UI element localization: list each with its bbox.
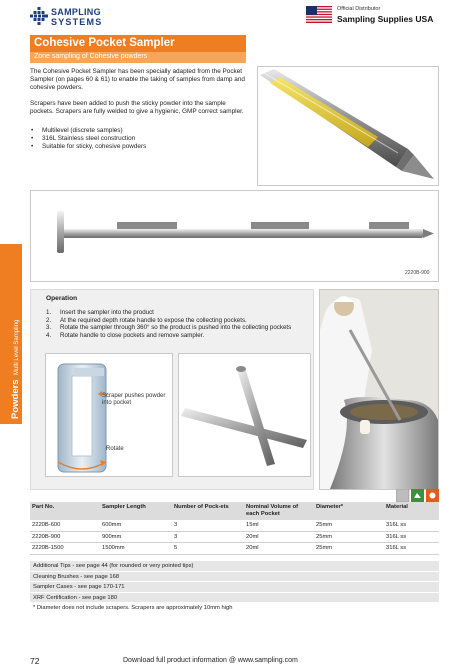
certification-badges: [396, 489, 440, 503]
note-item: XRF Certification - see page 180: [30, 593, 439, 604]
image-code-label: 2220B-900: [405, 270, 430, 276]
side-tab-main-label: Powders: [10, 379, 21, 419]
scraper-label: Scraper pushes powder into pocket: [102, 393, 166, 406]
cell-volume: 20ml: [244, 531, 314, 543]
full-sampler-photo: [30, 190, 439, 282]
sampling-systems-logo: [30, 6, 130, 28]
scraper-diagram: [45, 353, 173, 477]
note-item: Cleaning Brushes - see page 168: [30, 572, 439, 583]
page-number: 72: [30, 656, 40, 666]
scraper-diagram-illustration: [46, 354, 172, 476]
feature-item: • Suitable for sticky, cohesive powders: [30, 143, 250, 151]
product-description: [30, 68, 250, 124]
operation-title: Operation: [46, 295, 78, 302]
cell-diameter: 25mm: [314, 520, 384, 531]
stainless-steel-badge-icon: [396, 489, 409, 502]
cell-length: 900mm: [100, 531, 172, 543]
col-header-part-no: Part No.: [30, 502, 100, 520]
cell-part-no: 2220B-900: [30, 531, 100, 543]
logo-diamond-icon: [30, 7, 48, 25]
col-header-material: Material: [384, 502, 439, 520]
sampler-tip-photo: [257, 66, 439, 186]
table-row: [30, 531, 439, 543]
operation-step: 2. At the required depth rotate handle to expose the collecting pockets.: [46, 316, 247, 324]
product-subtitle-bar: [30, 52, 246, 63]
col-header-sampler-length: Sampler Length: [100, 502, 172, 520]
col-header-number-of-pockets: Number of Pock-ets: [172, 502, 244, 520]
table-row: [30, 520, 439, 531]
product-subtitle: Zone sampling of Cohesive powders: [34, 53, 148, 60]
rotate-label: Rotate: [106, 446, 124, 452]
related-notes: [30, 561, 439, 614]
table-row: [30, 543, 439, 555]
cell-part-no: 2220B-600: [30, 520, 100, 531]
product-title-bar: [30, 35, 246, 52]
cell-length: 600mm: [100, 520, 172, 531]
operation-step: 4. Rotate handle to close pockets and remove sampler.: [46, 331, 205, 339]
sampler-rod-illustration: [31, 191, 438, 281]
operator-illustration: [320, 290, 438, 489]
cell-pockets: 3: [172, 520, 244, 531]
logo-text-line2: SYSTEMS: [51, 17, 103, 27]
handle-photo: [178, 353, 311, 477]
footnote: * Diameter does not include scrapers. Scrapers are approximately 10mm high: [30, 603, 439, 614]
product-table: [30, 502, 439, 555]
usa-flag-icon: [306, 6, 332, 23]
cell-length: 1500mm: [100, 543, 172, 555]
distributor-name: Sampling Supplies USA: [337, 14, 434, 24]
logo-text-line1: SAMPLING: [51, 7, 101, 17]
feature-item: • Multilevel (discrete samples): [30, 127, 250, 135]
side-tab-sub-label: Multi Level Sampling: [14, 319, 20, 375]
operation-step: 3. Rotate the sampler through 360° so the product is pushed into the collecting pockets: [46, 324, 292, 331]
description-paragraph-1: The Cohesive Pocket Sampler has been specially adapted from the Pocket Sampler (on pages 60 & 61) to enable the taking of samples from damp and cohesive powders.: [30, 68, 245, 91]
sampler-tip-illustration: [258, 67, 438, 185]
description-paragraph-2: Scrapers have been added to push the sticky powder into the sample pockets. Scrapers are fully welded to give a hygienic, GMP correct sampler.: [30, 100, 244, 115]
col-header-diameter: Diameter*: [314, 502, 384, 520]
cell-material: 316L ss: [384, 520, 439, 531]
cell-diameter: 25mm: [314, 531, 384, 543]
table-header-row: [30, 502, 439, 520]
operator-photo: [319, 289, 439, 490]
distributor-label: Official Distributor: [337, 6, 381, 12]
footer-download-link[interactable]: Download full product information @ www.sampling.com: [123, 657, 298, 664]
operation-step: 1. Insert the sampler into the product: [46, 309, 154, 316]
cell-pockets: 3: [172, 531, 244, 543]
cell-pockets: 5: [172, 543, 244, 555]
cell-material: 316L ss: [384, 543, 439, 555]
cell-volume: 20ml: [244, 543, 314, 555]
section-side-tab: [0, 244, 22, 424]
cell-material: 316L ss: [384, 531, 439, 543]
cell-diameter: 25mm: [314, 543, 384, 555]
feature-list: [30, 127, 250, 151]
col-header-nominal-volume: Nominal Volume of each Pocket: [244, 502, 314, 520]
product-title: Cohesive Pocket Sampler: [34, 37, 175, 49]
handle-illustration: [179, 354, 310, 476]
feature-item: • 316L Stainless steel construction: [30, 135, 250, 143]
note-item: Additional Tips - see page 44 (for rounded or very pointed tips): [30, 561, 439, 572]
cell-volume: 15ml: [244, 520, 314, 531]
cell-part-no: 2220B-1500: [30, 543, 100, 555]
note-item: Sampler Cases - see page 170-171: [30, 582, 439, 593]
operation-steps: [46, 309, 310, 339]
